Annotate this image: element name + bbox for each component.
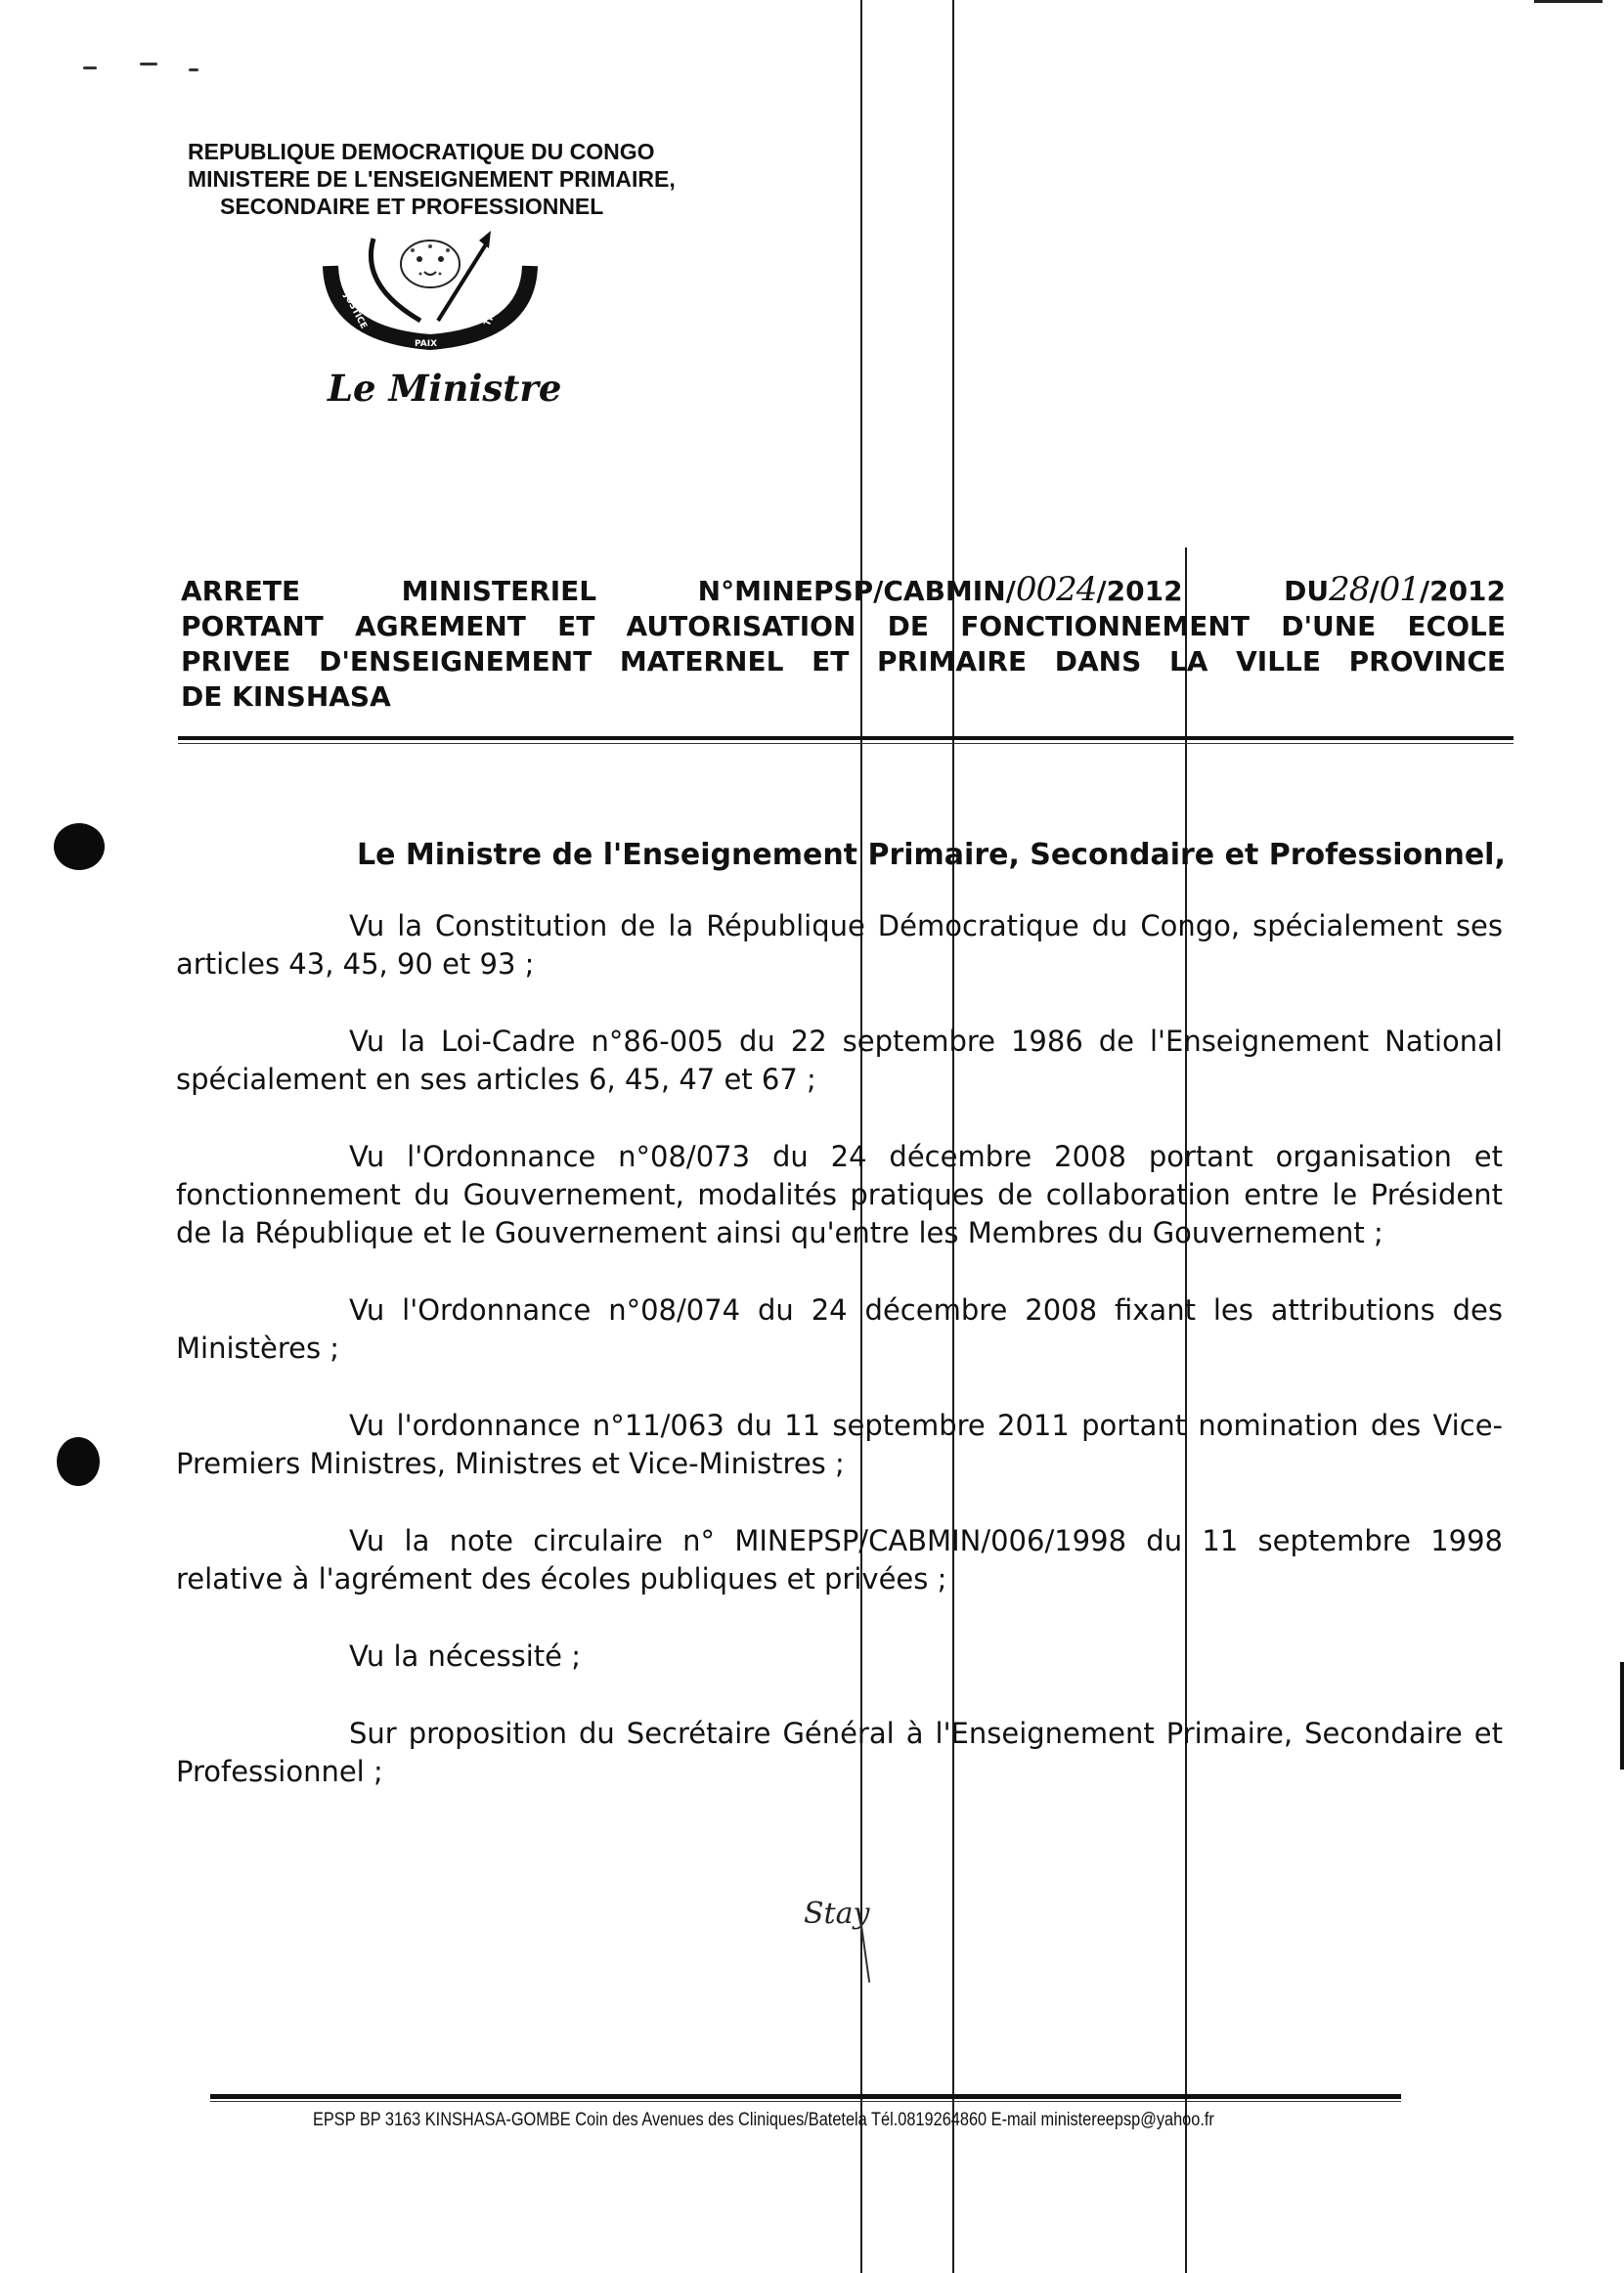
country-name: REPUBLIQUE DEMOCRATIQUE DU CONGO — [188, 139, 655, 164]
considerant-paragraph: Vu l'ordonnance n°11/063 du 11 septembre 2011 portant nomination des Vice-Premiers Ministres, Ministres et Vice-Ministres ; — [176, 1409, 1503, 1480]
ministry-name-line2: SECONDAIRE ET PROFESSIONNEL — [220, 194, 604, 219]
emblem-motto-right: TRAVAIL — [482, 286, 511, 328]
footer-rule — [210, 2094, 1401, 2099]
decree-body — [176, 836, 1506, 1830]
decree-year: /2012 — [1096, 575, 1183, 607]
decree-title-line4: DE KINSHASA — [181, 680, 391, 713]
decree-number-prefix: ARRETE MINISTERIEL N°MINEPSP/CABMIN/ — [181, 575, 1016, 607]
handwritten-initials: Stay — [804, 1897, 870, 1931]
signatory-title: Le Ministre — [328, 367, 562, 410]
national-emblem — [323, 227, 538, 354]
punch-hole — [54, 823, 105, 870]
minister-heading: Le Ministre de l'Enseignement Primaire, Secondaire et Professionnel, — [357, 838, 1506, 872]
punch-hole — [57, 1437, 100, 1486]
decree-day: 28 — [1329, 570, 1370, 609]
decree-title-line2: PORTANT AGREMENT ET AUTORISATION DE FONCTIONNEMENT D'UNE ECOLE — [181, 610, 1506, 642]
footer-rule-thin — [210, 2101, 1401, 2102]
considerant-paragraph: Vu la note circulaire n° MINEPSP/CABMIN/006/1998 du 11 septembre 1998 relative à l'agrément des écoles publiques et privées ; — [176, 1524, 1503, 1595]
decree-date-year: /2012 — [1419, 575, 1507, 607]
scan-edge-mark — [1620, 1662, 1624, 1770]
decree-title — [181, 572, 1506, 715]
emblem-motto-center: PAIX — [415, 339, 438, 349]
footer-address: EPSP BP 3163 KINSHASA-GOMBE Coin des Avenues des Cliniques/Batetela Tél.0819264860 E-mail ministereepsp@yahoo.fr — [313, 2110, 1214, 2130]
considerant-paragraph: Sur proposition du Secrétaire Général à l'Enseignement Primaire, Secondaire et Professionnel ; — [176, 1717, 1503, 1788]
decree-date-label: DU — [1284, 575, 1330, 607]
scan-specks — [83, 61, 230, 74]
ministry-name-line1: MINISTERE DE L'ENSEIGNEMENT PRIMAIRE, — [188, 166, 676, 192]
decree-number: 0024 — [1015, 570, 1097, 609]
considerant-paragraph: Vu l'Ordonnance n°08/073 du 24 décembre 2008 portant organisation et fonctionnement du Gouvernement, modalités pratiques de collaboration entre le Président de la République et le Gouvernement ainsi qu'entre les Membres du Gouvernement ; — [176, 1140, 1503, 1249]
considerant-paragraph: Vu l'Ordonnance n°08/074 du 24 décembre 2008 fixant les attributions des Ministères ; — [176, 1293, 1503, 1365]
scan-corner-mark — [1534, 0, 1602, 3]
title-underline — [178, 736, 1514, 740]
decree-month: 01 — [1379, 570, 1420, 609]
decree-title-line1: ARRETE MINISTERIEL N°MINEPSP/CABMIN/0024/2012 DU28/01/2012 — [181, 570, 1507, 609]
considerant-paragraph: Vu la Constitution de la République Démocratique du Congo, spécialement ses articles 43, 45, 90 et 93 ; — [176, 909, 1503, 981]
emblem-motto-left: JUSTICE — [341, 291, 369, 331]
considerant-paragraph: Vu la nécessité ; — [349, 1639, 581, 1673]
decree-title-line3: PRIVEE D'ENSEIGNEMENT MATERNEL ET PRIMAIRE DANS LA VILLE PROVINCE — [181, 645, 1506, 678]
considerant-paragraph: Vu la Loi-Cadre n°86-005 du 22 septembre 1986 de l'Enseignement National spécialement en ses articles 6, 45, 47 et 67 ; — [176, 1025, 1503, 1096]
title-underline-thin — [178, 743, 1514, 744]
leopard-head-icon — [401, 240, 460, 287]
